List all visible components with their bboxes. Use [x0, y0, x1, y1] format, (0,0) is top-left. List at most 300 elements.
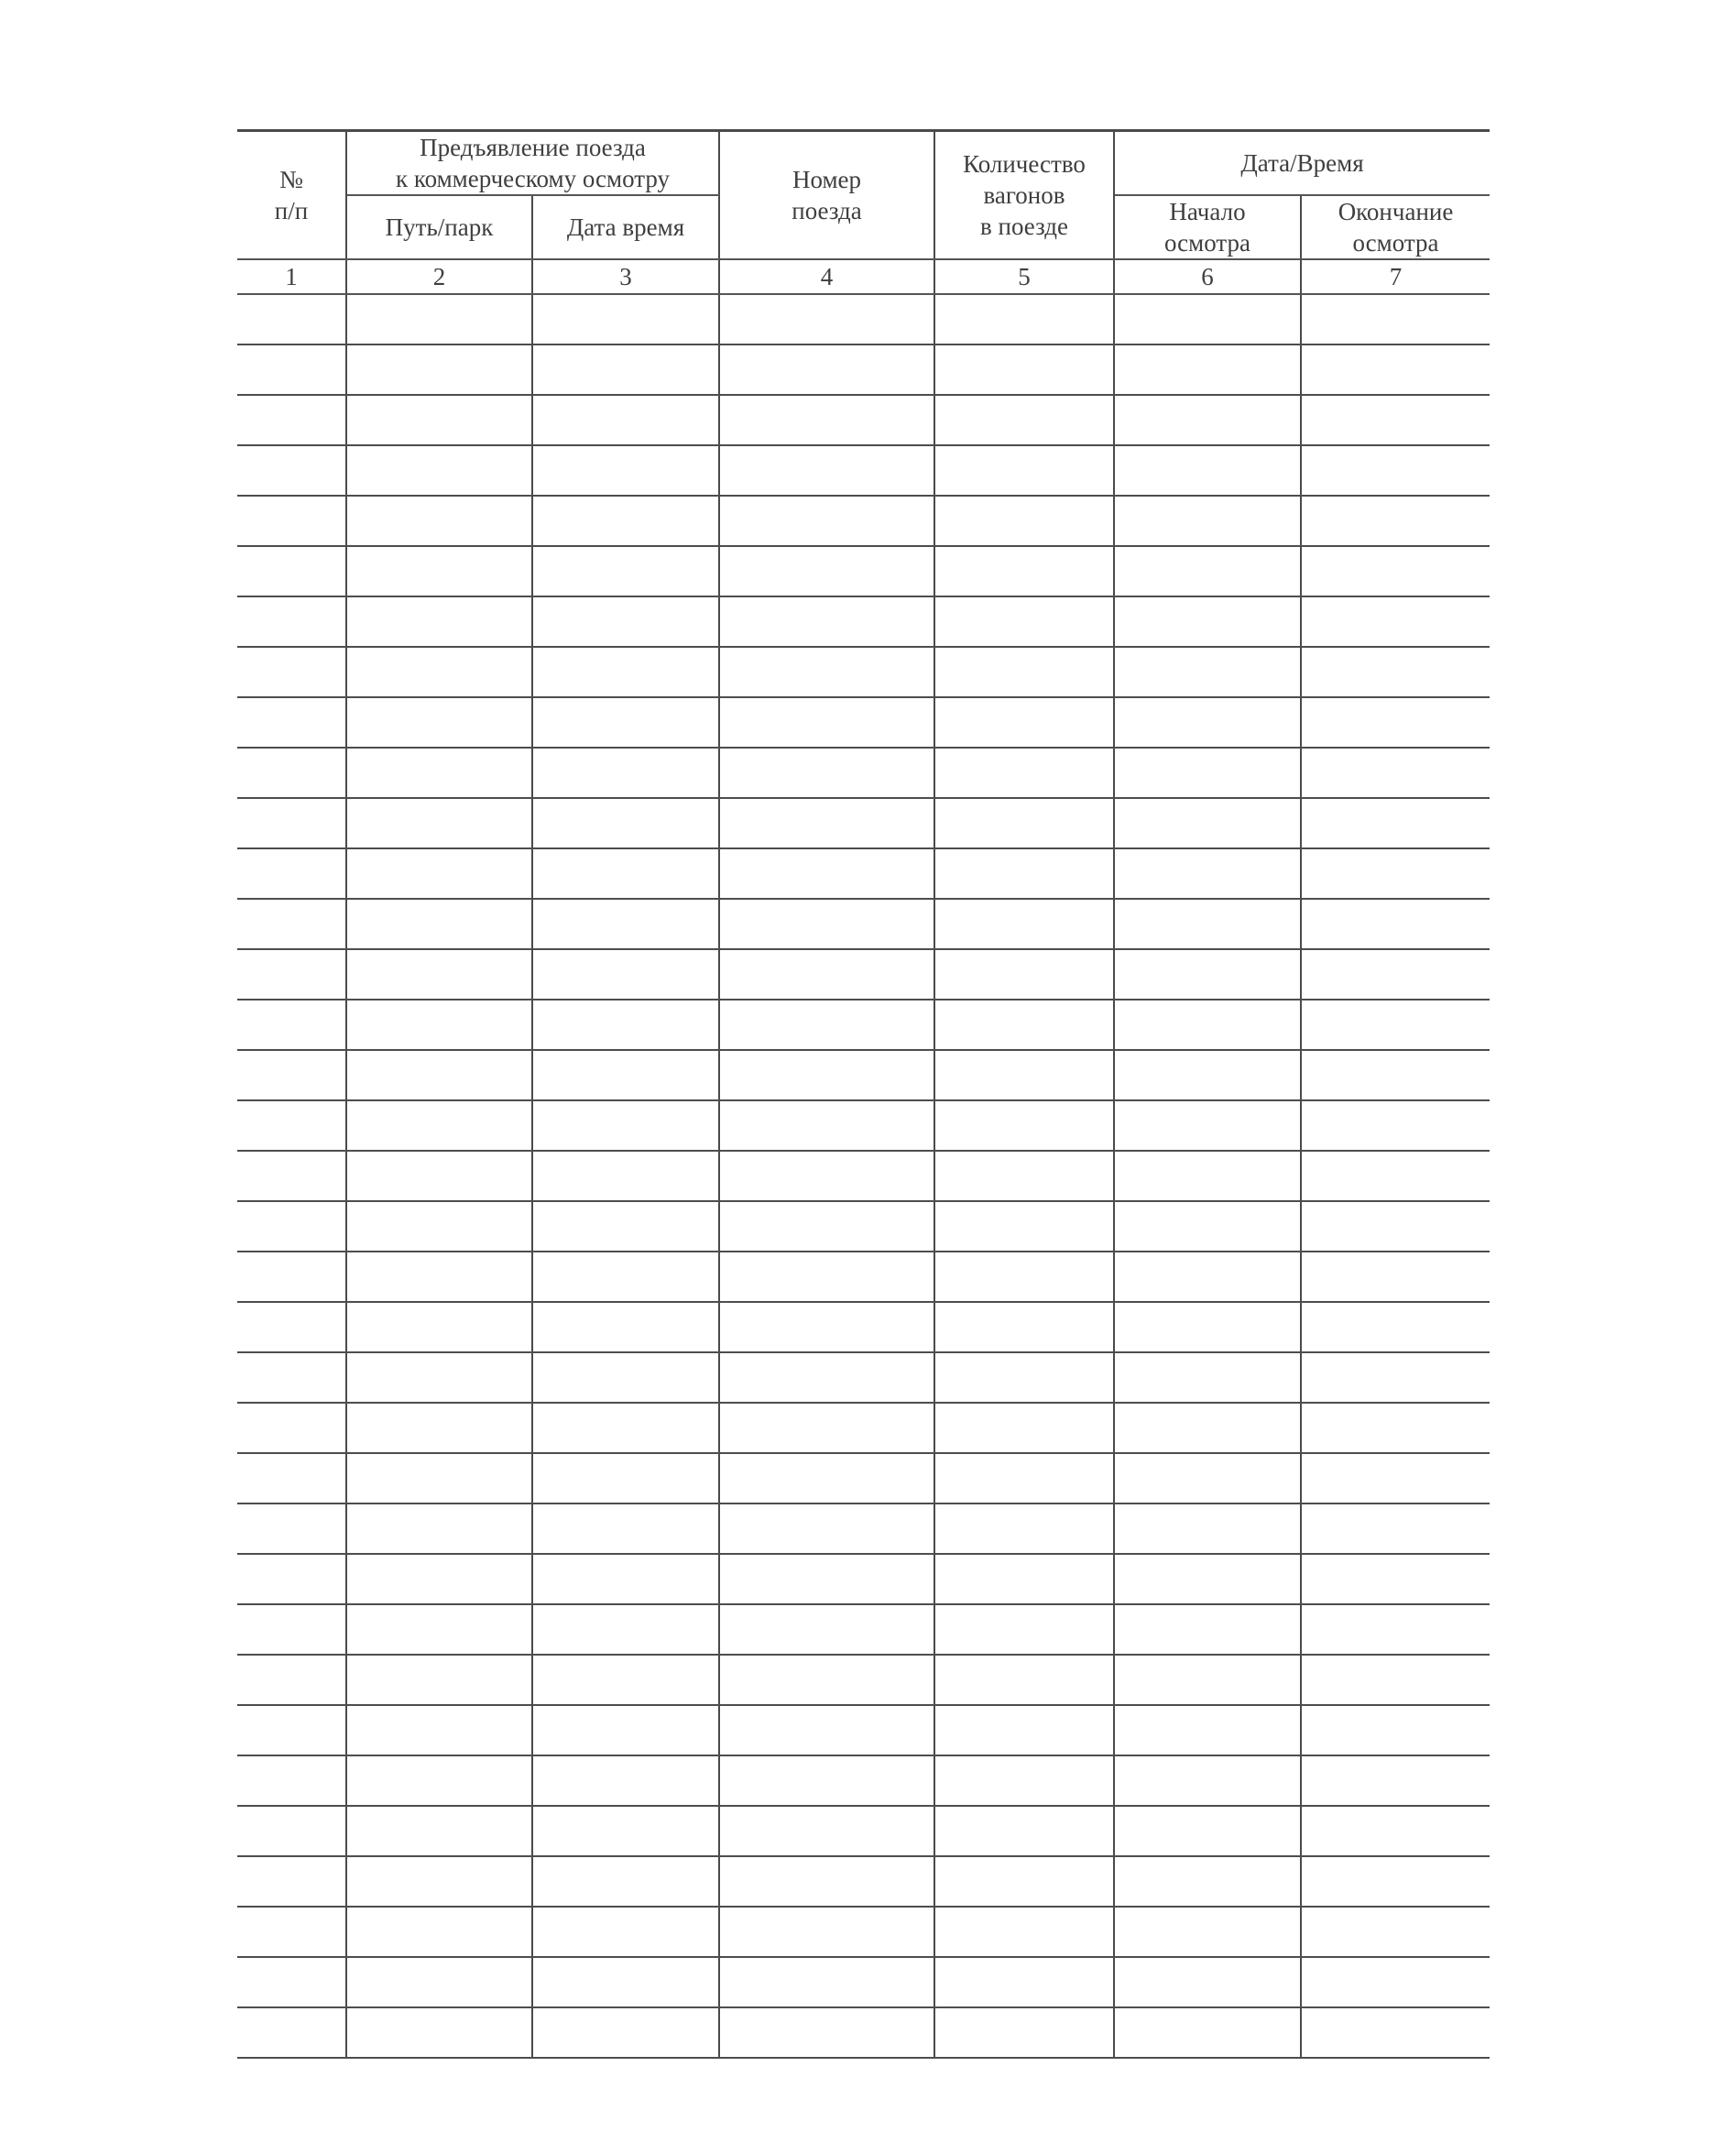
table-cell[interactable]: [532, 1453, 719, 1503]
table-cell[interactable]: [934, 395, 1114, 445]
table-cell[interactable]: [237, 1100, 346, 1151]
table-cell[interactable]: [719, 395, 934, 445]
column-number: 2: [346, 259, 532, 294]
table-cell[interactable]: [237, 1655, 346, 1705]
table-row: [237, 546, 1490, 596]
table-cell[interactable]: [237, 395, 346, 445]
table-cell[interactable]: [532, 395, 719, 445]
table-cell[interactable]: [1301, 395, 1490, 445]
table-cell[interactable]: [346, 596, 532, 647]
table-cell[interactable]: [237, 1503, 346, 1554]
table-cell[interactable]: [719, 1907, 934, 1957]
table-row: [237, 647, 1490, 697]
table-cell[interactable]: [1114, 1252, 1301, 1302]
table-cell[interactable]: [1301, 1907, 1490, 1957]
table-cell[interactable]: [1301, 344, 1490, 395]
table-cell[interactable]: [934, 546, 1114, 596]
table-cell[interactable]: [532, 949, 719, 1000]
table-cell[interactable]: [237, 949, 346, 1000]
table-cell[interactable]: [237, 1201, 346, 1252]
header-datetime-group: [1114, 131, 1490, 196]
table-cell[interactable]: [1301, 1000, 1490, 1050]
table-row: [237, 1252, 1490, 1302]
table-cell[interactable]: [346, 1806, 532, 1856]
table-cell[interactable]: [237, 697, 346, 748]
table-cell[interactable]: [1301, 1453, 1490, 1503]
table-cell[interactable]: [532, 1907, 719, 1957]
table-cell[interactable]: [1301, 1151, 1490, 1201]
table-cell[interactable]: [1301, 546, 1490, 596]
table-cell[interactable]: [934, 344, 1114, 395]
table-cell[interactable]: [719, 1554, 934, 1604]
table-cell[interactable]: [1114, 1957, 1301, 2007]
header-inspection-start: [1114, 195, 1301, 259]
table-cell[interactable]: [719, 1604, 934, 1655]
table-cell[interactable]: [532, 748, 719, 798]
table-cell[interactable]: [237, 1050, 346, 1100]
table-row: [237, 1100, 1490, 1151]
table-cell[interactable]: [346, 1201, 532, 1252]
table-cell[interactable]: [237, 848, 346, 899]
table-cell[interactable]: [719, 697, 934, 748]
table-cell[interactable]: [934, 1252, 1114, 1302]
table-cell[interactable]: [1114, 1100, 1301, 1151]
table-cell[interactable]: [237, 1000, 346, 1050]
table-row: [237, 1503, 1490, 1554]
table-cell[interactable]: [1114, 1000, 1301, 1050]
table-cell[interactable]: [719, 1201, 934, 1252]
table-cell[interactable]: [346, 1503, 532, 1554]
table-cell[interactable]: [934, 1655, 1114, 1705]
column-number: 7: [1301, 259, 1490, 294]
table-cell[interactable]: [1114, 1856, 1301, 1907]
table-cell[interactable]: [934, 798, 1114, 848]
header-date-time: [532, 195, 719, 259]
table-cell[interactable]: [1114, 1352, 1301, 1403]
table-cell[interactable]: [532, 1201, 719, 1252]
table-cell[interactable]: [532, 546, 719, 596]
table-row: [237, 496, 1490, 546]
table-row: [237, 1705, 1490, 1755]
table-cell[interactable]: [1301, 1302, 1490, 1352]
table-cell[interactable]: [1301, 748, 1490, 798]
table-cell[interactable]: [346, 1050, 532, 1100]
table-row: [237, 798, 1490, 848]
table-cell[interactable]: [934, 1806, 1114, 1856]
table-body: [237, 294, 1490, 2058]
table-cell[interactable]: [934, 1403, 1114, 1453]
table-cell[interactable]: [237, 496, 346, 546]
table-cell[interactable]: [719, 1453, 934, 1503]
table-cell[interactable]: [532, 697, 719, 748]
header-inspection-end: [1301, 195, 1490, 259]
table-cell[interactable]: [1114, 1604, 1301, 1655]
table-cell[interactable]: [1114, 395, 1301, 445]
table-cell[interactable]: [719, 848, 934, 899]
header-wagon-count: [934, 131, 1114, 260]
table-cell[interactable]: [346, 2007, 532, 2058]
table-cell[interactable]: [719, 344, 934, 395]
table-cell[interactable]: [934, 1554, 1114, 1604]
table-cell[interactable]: [346, 1755, 532, 1806]
table-row: [237, 1453, 1490, 1503]
table-cell[interactable]: [532, 1050, 719, 1100]
table-cell[interactable]: [1114, 798, 1301, 848]
table-cell[interactable]: [237, 1453, 346, 1503]
table-cell[interactable]: [719, 1806, 934, 1856]
table-cell[interactable]: [532, 1252, 719, 1302]
table-cell[interactable]: [346, 647, 532, 697]
table-cell[interactable]: [934, 848, 1114, 899]
table-row: [237, 1302, 1490, 1352]
table-cell[interactable]: [934, 1302, 1114, 1352]
table-cell[interactable]: [719, 2007, 934, 2058]
table-cell[interactable]: [1114, 344, 1301, 395]
table-cell[interactable]: [532, 848, 719, 899]
table-cell[interactable]: [532, 2007, 719, 2058]
table-cell[interactable]: [934, 496, 1114, 546]
table-cell[interactable]: [1114, 1907, 1301, 1957]
table-cell[interactable]: [1301, 1352, 1490, 1403]
table-cell[interactable]: [346, 1151, 532, 1201]
table-cell[interactable]: [934, 1352, 1114, 1403]
table-cell[interactable]: [1301, 1050, 1490, 1100]
table-cell[interactable]: [237, 899, 346, 949]
table-row: [237, 1403, 1490, 1453]
table-cell[interactable]: [1114, 848, 1301, 899]
table-cell[interactable]: [1301, 1806, 1490, 1856]
table-row: [237, 1806, 1490, 1856]
table-row: [237, 1907, 1490, 1957]
table-cell[interactable]: [1114, 899, 1301, 949]
table-cell[interactable]: [719, 1352, 934, 1403]
table-row: [237, 1000, 1490, 1050]
table-cell[interactable]: [1301, 294, 1490, 344]
table-cell[interactable]: [346, 496, 532, 546]
table-cell[interactable]: [719, 1151, 934, 1201]
table-cell[interactable]: [532, 1554, 719, 1604]
table-cell[interactable]: [237, 1302, 346, 1352]
table-cell[interactable]: [532, 294, 719, 344]
table-cell[interactable]: [346, 395, 532, 445]
table-cell[interactable]: [532, 344, 719, 395]
table-cell[interactable]: [719, 1755, 934, 1806]
table-cell[interactable]: [346, 899, 532, 949]
table-row: [237, 2007, 1490, 2058]
table-cell[interactable]: [719, 1252, 934, 1302]
table-cell[interactable]: [934, 2007, 1114, 2058]
table-cell[interactable]: [1301, 1604, 1490, 1655]
column-number: 1: [237, 259, 346, 294]
table-cell[interactable]: [532, 1151, 719, 1201]
table-row: [237, 848, 1490, 899]
table-cell[interactable]: [934, 1604, 1114, 1655]
table-cell[interactable]: [934, 1100, 1114, 1151]
table-cell[interactable]: [1301, 697, 1490, 748]
table-cell[interactable]: [1114, 2007, 1301, 2058]
table-cell[interactable]: [719, 1856, 934, 1907]
table-cell[interactable]: [719, 496, 934, 546]
table-cell[interactable]: [532, 1604, 719, 1655]
table-cell[interactable]: [934, 748, 1114, 798]
table-cell[interactable]: [1114, 748, 1301, 798]
table-cell[interactable]: [532, 1302, 719, 1352]
table-cell[interactable]: [237, 1705, 346, 1755]
table-cell[interactable]: [346, 1252, 532, 1302]
table-cell[interactable]: [237, 294, 346, 344]
table-cell[interactable]: [1114, 1554, 1301, 1604]
table-cell[interactable]: [719, 1503, 934, 1554]
header-item-number-label: № п/п: [274, 166, 309, 224]
table-cell[interactable]: [719, 1302, 934, 1352]
table-cell[interactable]: [719, 294, 934, 344]
table-cell[interactable]: [934, 1151, 1114, 1201]
column-number: 6: [1114, 259, 1301, 294]
table-cell[interactable]: [237, 1151, 346, 1201]
table-cell[interactable]: [934, 445, 1114, 496]
header-datetime-group-label: Дата/Время: [1240, 149, 1364, 177]
table-cell[interactable]: [934, 1957, 1114, 2007]
table-row: [237, 748, 1490, 798]
header-inspection-end-label: Окончание осмотра: [1337, 198, 1454, 257]
table-cell[interactable]: [1301, 1856, 1490, 1907]
table-cell[interactable]: [1114, 496, 1301, 546]
table-row: [237, 1957, 1490, 2007]
table-cell[interactable]: [1301, 1252, 1490, 1302]
table-row: [237, 899, 1490, 949]
table-cell[interactable]: [934, 697, 1114, 748]
table-cell[interactable]: [346, 748, 532, 798]
table-cell[interactable]: [1114, 1503, 1301, 1554]
table-cell[interactable]: [532, 596, 719, 647]
table-row: [237, 1554, 1490, 1604]
table-cell[interactable]: [934, 1453, 1114, 1503]
table-cell[interactable]: [237, 748, 346, 798]
table-cell[interactable]: [237, 1554, 346, 1604]
table-cell[interactable]: [1301, 848, 1490, 899]
table-cell[interactable]: [346, 546, 532, 596]
table-cell[interactable]: [532, 899, 719, 949]
table-cell[interactable]: [1301, 647, 1490, 697]
table-cell[interactable]: [1114, 1453, 1301, 1503]
table-cell[interactable]: [934, 294, 1114, 344]
table-cell[interactable]: [1114, 949, 1301, 1000]
table-cell[interactable]: [1114, 1201, 1301, 1252]
table-cell[interactable]: [532, 1957, 719, 2007]
table-cell[interactable]: [719, 1705, 934, 1755]
table-cell[interactable]: [719, 1100, 934, 1151]
table-cell[interactable]: [346, 1907, 532, 1957]
column-number: 5: [934, 259, 1114, 294]
table-cell[interactable]: [719, 798, 934, 848]
table-cell[interactable]: [719, 949, 934, 1000]
table-cell[interactable]: [532, 1655, 719, 1705]
header-presentation-group: [346, 131, 719, 196]
table-cell[interactable]: [719, 1403, 934, 1453]
table-cell[interactable]: [934, 949, 1114, 1000]
table-cell[interactable]: [532, 647, 719, 697]
table-row: [237, 949, 1490, 1000]
table-cell[interactable]: [719, 596, 934, 647]
table-cell[interactable]: [532, 496, 719, 546]
table-cell[interactable]: [532, 1403, 719, 1453]
table-cell[interactable]: [1114, 1705, 1301, 1755]
table-cell[interactable]: [719, 445, 934, 496]
table-cell[interactable]: [237, 1856, 346, 1907]
table-cell[interactable]: [1114, 596, 1301, 647]
table-cell[interactable]: [346, 1453, 532, 1503]
table-cell[interactable]: [1114, 697, 1301, 748]
table-cell[interactable]: [934, 1755, 1114, 1806]
table-cell[interactable]: [934, 1000, 1114, 1050]
table-cell[interactable]: [719, 748, 934, 798]
table-cell[interactable]: [237, 798, 346, 848]
table-cell[interactable]: [532, 1000, 719, 1050]
table-cell[interactable]: [346, 1302, 532, 1352]
table-cell[interactable]: [1301, 596, 1490, 647]
table-cell[interactable]: [1301, 2007, 1490, 2058]
table-cell[interactable]: [934, 1907, 1114, 1957]
table-cell[interactable]: [237, 2007, 346, 2058]
table-row: [237, 1352, 1490, 1403]
table-cell[interactable]: [934, 1050, 1114, 1100]
table-cell[interactable]: [1114, 294, 1301, 344]
table-cell[interactable]: [1114, 1151, 1301, 1201]
table-cell[interactable]: [346, 697, 532, 748]
table-cell[interactable]: [237, 596, 346, 647]
inspection-journal-table: [237, 129, 1490, 2059]
table-cell[interactable]: [237, 1403, 346, 1453]
table-cell[interactable]: [719, 899, 934, 949]
table-cell[interactable]: [719, 1050, 934, 1100]
table-cell[interactable]: [719, 1655, 934, 1705]
table-row: [237, 1755, 1490, 1806]
table-cell[interactable]: [346, 1352, 532, 1403]
table-cell[interactable]: [1301, 1554, 1490, 1604]
table-cell[interactable]: [1114, 1050, 1301, 1100]
table-cell[interactable]: [237, 445, 346, 496]
header-track-park-label: Путь/парк: [385, 213, 494, 241]
table-cell[interactable]: [237, 1907, 346, 1957]
table-cell[interactable]: [934, 1705, 1114, 1755]
table-cell[interactable]: [346, 949, 532, 1000]
table-cell[interactable]: [934, 1201, 1114, 1252]
table-cell[interactable]: [1301, 445, 1490, 496]
table-cell[interactable]: [346, 445, 532, 496]
table-cell[interactable]: [532, 1806, 719, 1856]
table-cell[interactable]: [1114, 445, 1301, 496]
column-number-row: [237, 259, 1490, 294]
table-cell[interactable]: [1114, 546, 1301, 596]
table-cell[interactable]: [532, 445, 719, 496]
table-cell[interactable]: [346, 1655, 532, 1705]
table-cell[interactable]: [934, 647, 1114, 697]
table-cell[interactable]: [237, 647, 346, 697]
table-cell[interactable]: [1114, 1755, 1301, 1806]
table-cell[interactable]: [346, 1403, 532, 1453]
table-cell[interactable]: [237, 1806, 346, 1856]
table-cell[interactable]: [346, 1856, 532, 1907]
table-cell[interactable]: [1301, 1403, 1490, 1453]
table-cell[interactable]: [719, 1957, 934, 2007]
table-cell[interactable]: [1114, 1655, 1301, 1705]
table-cell[interactable]: [719, 546, 934, 596]
header-presentation-group-label: Предъявление поезда к коммерческому осмотру: [395, 134, 671, 192]
table-cell[interactable]: [934, 899, 1114, 949]
table-cell[interactable]: [1114, 647, 1301, 697]
table-cell[interactable]: [532, 1503, 719, 1554]
table-cell[interactable]: [1301, 1100, 1490, 1151]
table-cell[interactable]: [1301, 949, 1490, 1000]
table-cell[interactable]: [1301, 1755, 1490, 1806]
header-track-park: [346, 195, 532, 259]
table-cell[interactable]: [1301, 1705, 1490, 1755]
table-row: [237, 344, 1490, 395]
table-cell[interactable]: [1301, 1201, 1490, 1252]
header-wagon-count-label: Количество вагонов в поезде: [963, 150, 1086, 240]
table-cell[interactable]: [237, 1352, 346, 1403]
table-row: [237, 1655, 1490, 1705]
table-cell[interactable]: [934, 1856, 1114, 1907]
table-cell[interactable]: [1301, 1957, 1490, 2007]
table-cell[interactable]: [346, 344, 532, 395]
table-cell[interactable]: [1114, 1403, 1301, 1453]
table-cell[interactable]: [1301, 496, 1490, 546]
table-cell[interactable]: [532, 798, 719, 848]
table-cell[interactable]: [346, 1554, 532, 1604]
table-cell[interactable]: [532, 1755, 719, 1806]
column-number: 4: [719, 259, 934, 294]
table-cell[interactable]: [719, 1000, 934, 1050]
header-train-number-label: Номер поезда: [792, 166, 862, 224]
table-cell[interactable]: [532, 1352, 719, 1403]
table-row: [237, 596, 1490, 647]
table-cell[interactable]: [346, 1705, 532, 1755]
table-cell[interactable]: [719, 647, 934, 697]
table-cell[interactable]: [237, 1252, 346, 1302]
table-cell[interactable]: [346, 1604, 532, 1655]
table-cell[interactable]: [237, 546, 346, 596]
table-cell[interactable]: [1301, 798, 1490, 848]
table-cell[interactable]: [1114, 1302, 1301, 1352]
table-cell[interactable]: [346, 848, 532, 899]
table-cell[interactable]: [237, 1957, 346, 2007]
table-cell[interactable]: [237, 1604, 346, 1655]
table-cell[interactable]: [532, 1100, 719, 1151]
journal-page: [237, 129, 1490, 2059]
table-cell[interactable]: [1114, 1806, 1301, 1856]
table-cell[interactable]: [346, 1957, 532, 2007]
table-cell[interactable]: [1301, 1503, 1490, 1554]
table-cell[interactable]: [346, 798, 532, 848]
column-number: 3: [532, 259, 719, 294]
table-cell[interactable]: [532, 1705, 719, 1755]
table-cell[interactable]: [346, 1000, 532, 1050]
table-cell[interactable]: [237, 344, 346, 395]
table-cell[interactable]: [1301, 1655, 1490, 1705]
table-cell[interactable]: [934, 596, 1114, 647]
table-cell[interactable]: [1301, 899, 1490, 949]
table-row: [237, 697, 1490, 748]
table-cell[interactable]: [532, 1856, 719, 1907]
header-train-number: [719, 131, 934, 260]
table-cell[interactable]: [934, 1503, 1114, 1554]
table-cell[interactable]: [346, 1100, 532, 1151]
table-cell[interactable]: [346, 294, 532, 344]
header-inspection-start-label: Начало осмотра: [1164, 198, 1250, 257]
table-row: [237, 1604, 1490, 1655]
table-cell[interactable]: [237, 1755, 346, 1806]
